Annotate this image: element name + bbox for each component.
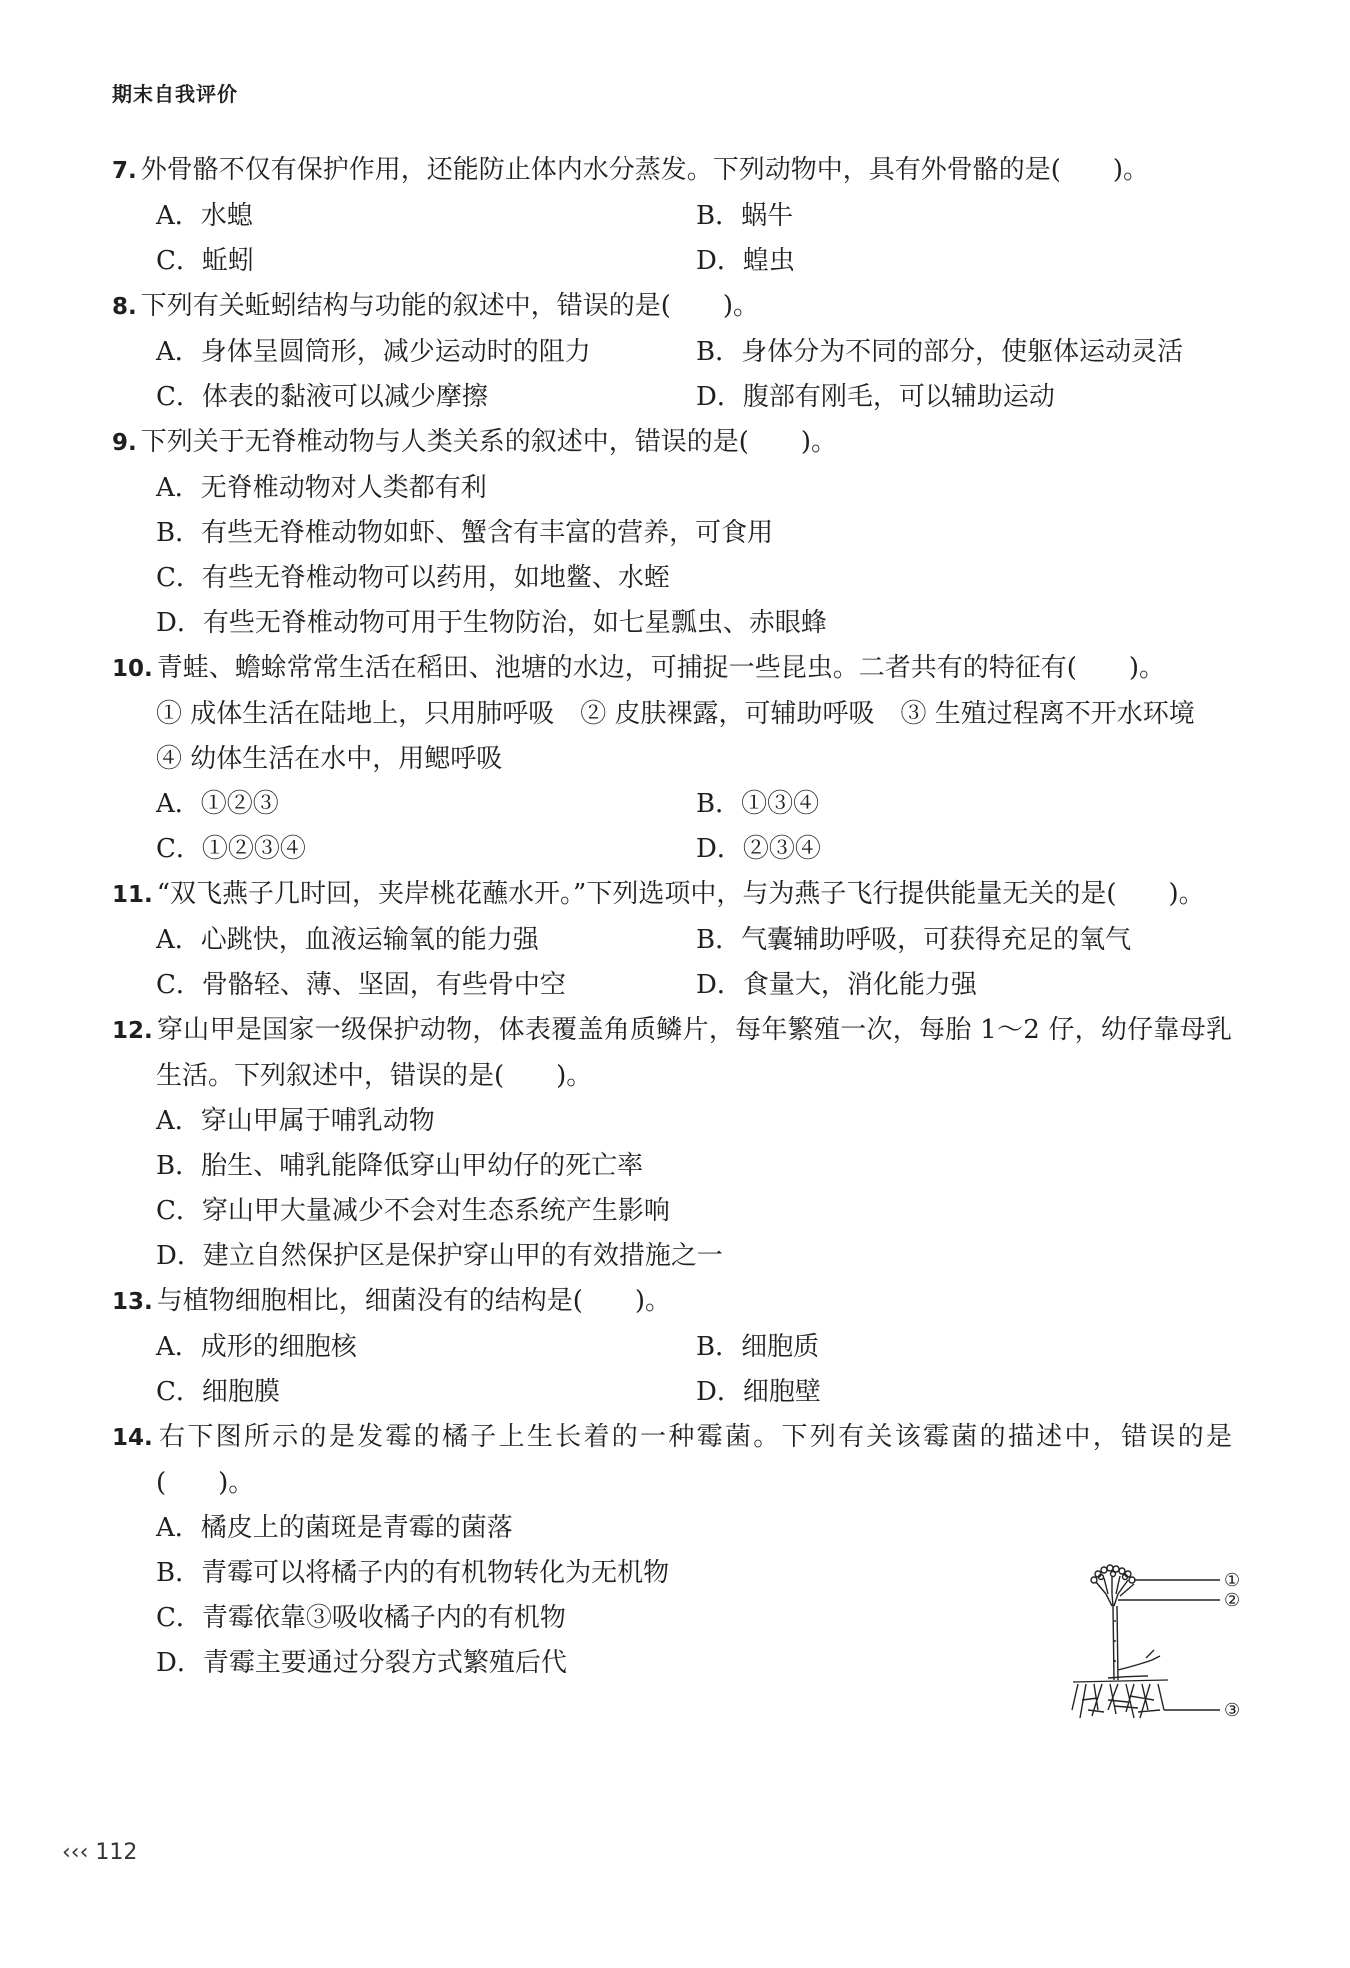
option-d: D．②③④: [696, 834, 821, 864]
option-d: D．青霉主要通过分裂方式繁殖后代: [156, 1648, 567, 1678]
option-d: D．蝗虫: [696, 246, 795, 276]
option-a: A．成形的细胞核: [156, 1332, 357, 1362]
page-footer: [62, 1840, 137, 1865]
option-b: B．①③④: [696, 789, 820, 819]
option-b: B．身体分为不同的部分，使躯体运动灵活: [696, 337, 1184, 367]
question-stem: 与植物细胞相比，细菌没有的结构是( )。: [156, 1286, 672, 1316]
figure-label-2: ②: [1224, 1590, 1241, 1611]
question-number: 11.: [112, 882, 153, 908]
option-b: B．青霉可以将橘子内的有机物转化为无机物: [156, 1558, 670, 1588]
option-d: D．食量大，消化能力强: [696, 970, 977, 1000]
option-c: C．骨骼轻、薄、坚固，有些骨中空: [156, 970, 566, 1000]
option-d: D．有些无脊椎动物可用于生物防治，如七星瓢虫、赤眼蜂: [156, 608, 827, 638]
question-stem: 右下图所示的是发霉的橘子上生长着的一种霉菌。下列有关该霉菌的描述中，错误的是( )。: [156, 1422, 1232, 1498]
page-arrows: ‹‹‹: [62, 1840, 89, 1865]
penicillium-figure: [1068, 1560, 1258, 1740]
question-number: 13.: [112, 1289, 153, 1315]
option-b: B．蜗牛: [696, 201, 794, 231]
question-stem: 下列有关蚯蚓结构与功能的叙述中，错误的是( )。: [140, 291, 760, 321]
statement-list: ① 成体生活在陆地上，只用肺呼吸 ② 皮肤裸露，可辅助呼吸 ③ 生殖过程离不开水环境 ④ 幼体生活在水中，用鳃呼吸: [156, 699, 1221, 774]
option-a: A．无脊椎动物对人类都有利: [156, 473, 487, 503]
option-a: A．穿山甲属于哺乳动物: [156, 1106, 435, 1136]
options: [112, 918, 1232, 1008]
penicillium-illustration: [1068, 1560, 1258, 1740]
option-c: C．青霉依靠③吸收橘子内的有机物: [156, 1603, 566, 1633]
question-8: [112, 284, 1232, 420]
option-d: D．细胞壁: [696, 1377, 821, 1407]
option-a: A．橘皮上的菌斑是青霉的菌落: [156, 1513, 513, 1543]
question-12: [112, 1008, 1232, 1279]
question-stem: “双飞燕子几时回，夹岸桃花蘸水开。”下列选项中，与为燕子飞行提供能量无关的是( )。: [156, 879, 1205, 909]
options: [112, 194, 1232, 284]
option-d: D．腹部有刚毛，可以辅助运动: [696, 382, 1055, 412]
question-13: [112, 1279, 1232, 1415]
figure-label-1: ①: [1224, 1570, 1241, 1591]
options: [112, 330, 1232, 420]
hypha-stem: [1113, 1606, 1118, 1680]
question-stem: 青蛙、蟾蜍常常生活在稻田、池塘的水边，可捕捉一些昆虫。二者共有的特征有( )。: [156, 653, 1166, 683]
option-c: C．蚯蚓: [156, 246, 254, 276]
question-stem: 穿山甲是国家一级保护动物，体表覆盖角质鳞片，每年繁殖一次，每胎 1～2 仔，幼仔靠母乳生活。下列叙述中，错误的是( )。: [156, 1015, 1232, 1091]
option-b: B．细胞质: [696, 1332, 820, 1362]
option-a: A．水螅: [156, 201, 253, 231]
option-c: C．有些无脊椎动物可以药用，如地鳖、水蛭: [156, 563, 670, 593]
option-c: C．体表的黏液可以减少摩擦: [156, 382, 488, 412]
options: [112, 782, 1232, 872]
question-9: [112, 420, 1232, 646]
options: [112, 1099, 1232, 1279]
options: [112, 1506, 1232, 1686]
question-number: 8.: [112, 294, 137, 320]
page-header: 期末自我评价: [112, 82, 238, 106]
question-number: 7.: [112, 158, 137, 184]
question-14: [112, 1415, 1232, 1686]
question-stem: 外骨骼不仅有保护作用，还能防止体内水分蒸发。下列动物中，具有外骨骼的是( )。: [140, 155, 1150, 185]
page-number: 112: [95, 1840, 138, 1865]
question-list: [112, 148, 1232, 1686]
question-number: 14.: [112, 1425, 153, 1451]
option-b: B．气囊辅助呼吸，可获得充足的氧气: [696, 925, 1132, 955]
option-b: B．胎生、哺乳能降低穿山甲幼仔的死亡率: [156, 1151, 644, 1181]
question-number: 9.: [112, 430, 137, 456]
figure-label-3: ③: [1224, 1700, 1241, 1721]
question-10: [112, 646, 1232, 872]
options: [112, 1325, 1232, 1415]
question-7: [112, 148, 1232, 284]
option-c: C．细胞膜: [156, 1377, 280, 1407]
options: [112, 466, 1232, 646]
option-c: C．穿山甲大量减少不会对生态系统产生影响: [156, 1196, 670, 1226]
option-b: B．有些无脊椎动物如虾、蟹含有丰富的营养，可食用: [156, 518, 774, 548]
question-number: 10.: [112, 656, 153, 682]
substrate-surface: [1073, 1680, 1168, 1682]
question-number: 12.: [112, 1018, 153, 1044]
absorbing-hyphae: [1072, 1684, 1164, 1718]
option-a: A．心跳快，血液运输氧的能力强: [156, 925, 539, 955]
option-c: C．①②③④: [156, 834, 306, 864]
option-a: A．①②③: [156, 789, 279, 819]
question-11: [112, 872, 1232, 1008]
question-stem: 下列关于无脊椎动物与人类关系的叙述中，错误的是( )。: [140, 427, 838, 457]
option-a: A．身体呈圆筒形，减少运动时的阻力: [156, 337, 591, 367]
option-d: D．建立自然保护区是保护穿山甲的有效措施之一: [156, 1241, 723, 1271]
